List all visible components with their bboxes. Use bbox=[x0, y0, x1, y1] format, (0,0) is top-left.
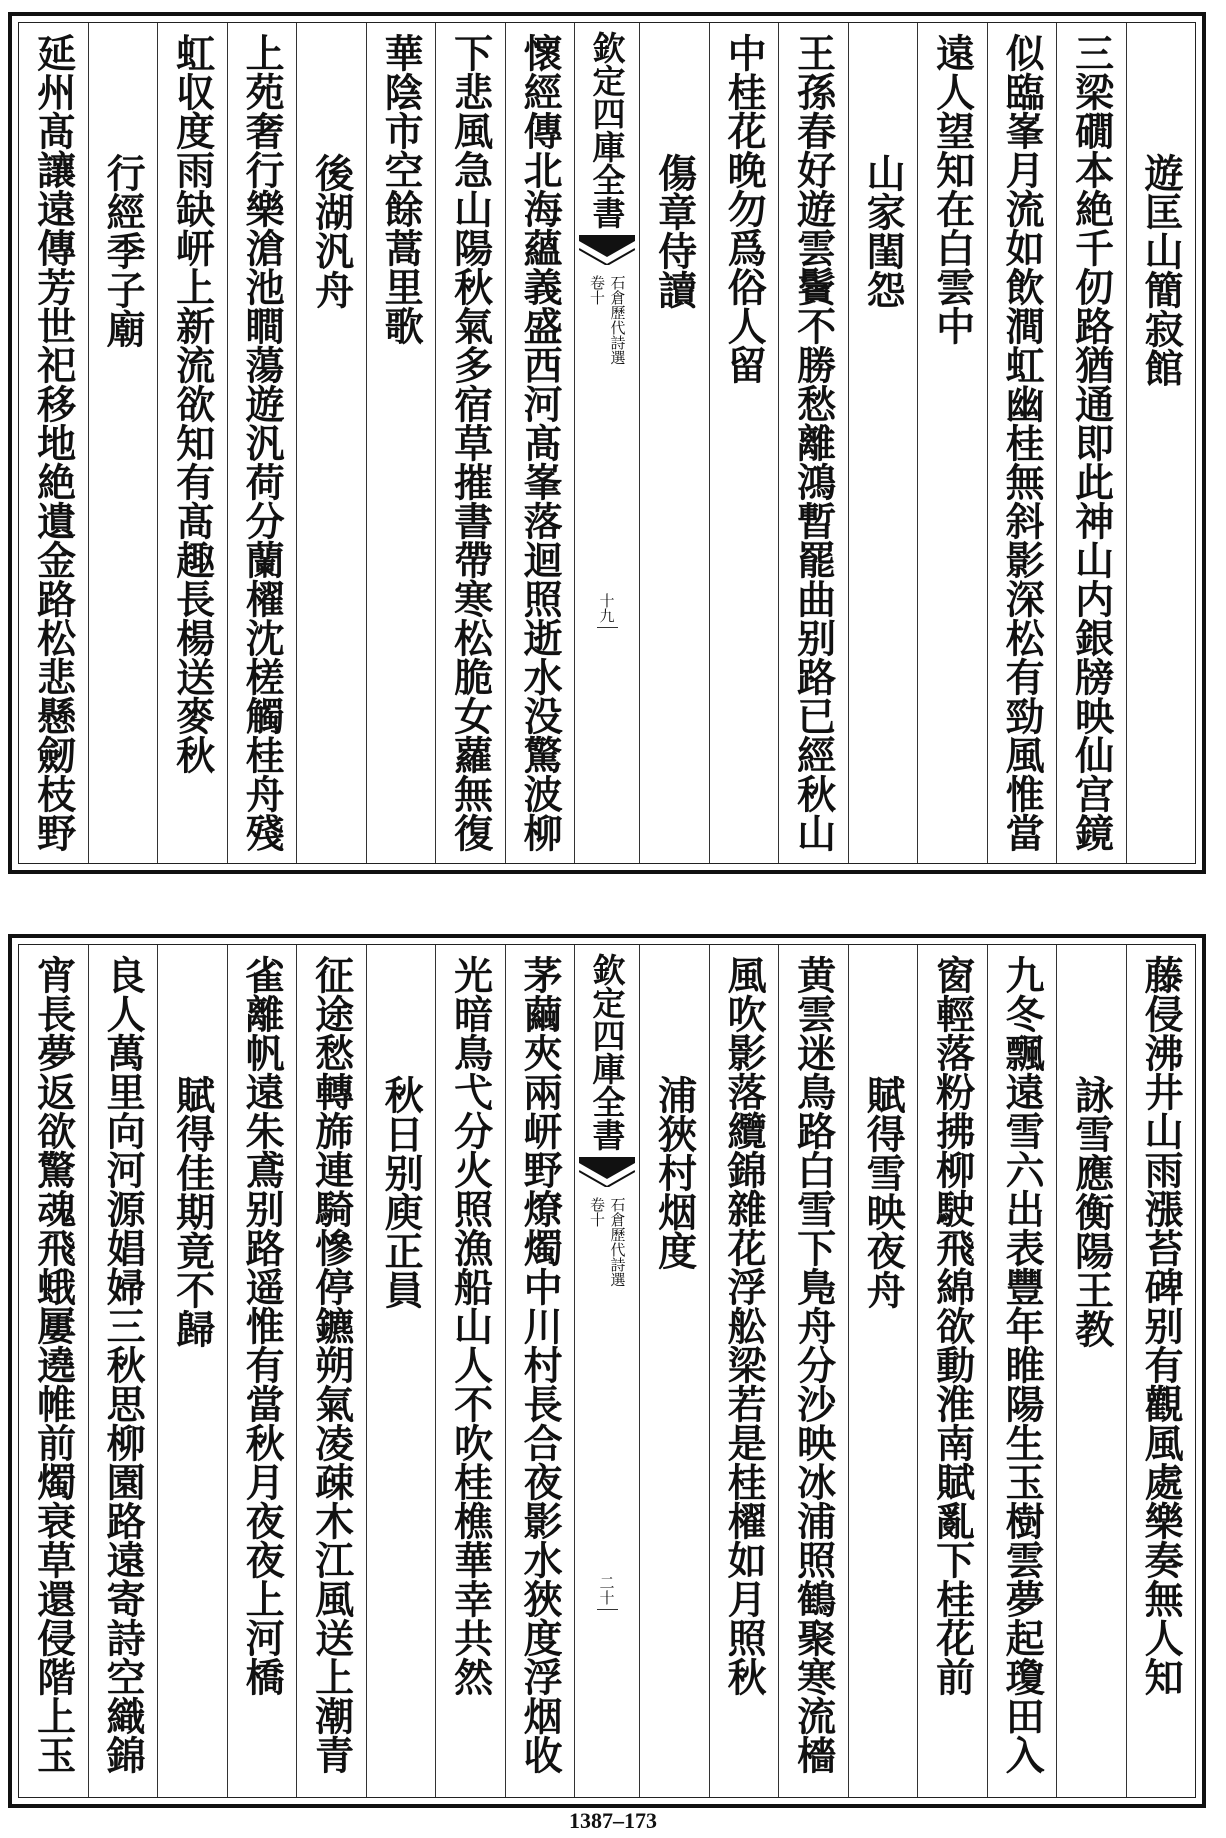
text-column bbox=[1056, 23, 1126, 863]
column-text: 上苑奢行樂滄池瞷蕩遊汎荷分蘭櫂沈槎觸桂舟殘 bbox=[239, 33, 286, 852]
center-spine bbox=[574, 945, 639, 1797]
text-column bbox=[505, 945, 575, 1797]
text-frame bbox=[18, 22, 1196, 864]
spine-subtitle bbox=[589, 1197, 626, 1287]
text-column bbox=[505, 23, 575, 863]
column-text: 後湖汎舟 bbox=[308, 153, 355, 309]
column-text: 懷經傳北海蘊義盛西河髙峯落迴照逝水没驚波柳 bbox=[517, 33, 564, 852]
text-column bbox=[917, 23, 987, 863]
text-column bbox=[639, 945, 709, 1797]
fish-tail-mark-icon bbox=[579, 1157, 635, 1187]
column-text: 遊匡山簡寂館 bbox=[1138, 153, 1185, 387]
text-column bbox=[1126, 23, 1196, 863]
column-text: 傷章侍讀 bbox=[651, 153, 698, 309]
text-column bbox=[778, 945, 848, 1797]
column-text: 賦得雪映夜舟 bbox=[860, 1075, 907, 1309]
text-frame bbox=[18, 944, 1196, 1798]
text-column bbox=[639, 23, 709, 863]
text-column bbox=[435, 945, 505, 1797]
column-text: 宵長夢返欲驚魂飛蛾屢遶帷前燭衰草還侵階上玉 bbox=[30, 955, 77, 1774]
column-text: 九冬飄遠雪六出表豐年睢陽生玉樹雲夢起瓊田入 bbox=[999, 955, 1046, 1774]
text-column bbox=[227, 945, 297, 1797]
text-column bbox=[19, 945, 88, 1797]
text-column bbox=[987, 945, 1057, 1797]
text-column bbox=[848, 23, 918, 863]
center-spine bbox=[574, 23, 639, 863]
column-text: 行經季子廟 bbox=[100, 153, 147, 348]
column-text: 茅繭夾兩岍野燎燭中川村長合夜影水狹度浮烟收 bbox=[517, 955, 564, 1774]
book-title: 欽定四庫全書 bbox=[587, 31, 627, 229]
column-text: 遠人望知在白雲中 bbox=[929, 33, 976, 345]
column-text: 窗輕落粉拂柳駛飛綿欲動淮南賦亂下桂花前 bbox=[929, 955, 976, 1696]
folio-number: 二十 bbox=[597, 1575, 618, 1610]
column-text: 良人萬里向河源娼婦三秋思柳園路遠寄詩空織錦 bbox=[100, 955, 147, 1774]
column-text: 浦狹村烟度 bbox=[651, 1075, 698, 1270]
column-text: 山家閨怨 bbox=[860, 153, 907, 309]
text-column bbox=[227, 23, 297, 863]
text-column bbox=[1126, 945, 1196, 1797]
column-text: 光暗鳥弋分火照漁船山人不吹桂樵華幸共然 bbox=[447, 955, 494, 1696]
column-text: 秋日别庾正員 bbox=[378, 1075, 425, 1309]
column-text: 下悲風急山陽秋氣多宿草摧書帶寒松脆女蘿無復 bbox=[447, 33, 494, 852]
text-column bbox=[296, 945, 366, 1797]
column-text: 風吹影落纜錦雜花浮舩梁若是桂櫂如月照秋 bbox=[721, 955, 768, 1696]
column-text: 賦得佳期竟不歸 bbox=[169, 1075, 216, 1348]
column-text: 雀離帆遠朱鳶别路遥惟有當秋月夜夜上河橋 bbox=[239, 955, 286, 1696]
page-panel-top bbox=[8, 12, 1206, 874]
collection-title: 石倉歷代詩選 bbox=[608, 275, 627, 365]
text-column bbox=[366, 945, 436, 1797]
column-text: 藤侵沸井山雨漲苔碑别有觀風處樂奏無人知 bbox=[1138, 955, 1185, 1696]
volume-label: 卷十 bbox=[588, 275, 606, 305]
column-text: 三梁礀本絶千仞路猶通即此神山内銀牓映仙宫鏡 bbox=[1068, 33, 1115, 852]
volume-label: 卷十 bbox=[588, 1197, 606, 1227]
folio-number: 十九 bbox=[597, 593, 618, 628]
text-column bbox=[709, 23, 779, 863]
text-column bbox=[917, 945, 987, 1797]
book-title: 欽定四庫全書 bbox=[587, 953, 627, 1151]
column-text: 虹収度雨缺岍上新流欲知有髙趣長楊送麥秋 bbox=[169, 33, 216, 774]
page-number: 1387–173 bbox=[569, 1808, 657, 1833]
fish-tail-mark-icon bbox=[579, 235, 635, 265]
text-column bbox=[435, 23, 505, 863]
text-column bbox=[848, 945, 918, 1797]
column-text: 王孫春好遊雲鬢不勝愁離鴻暫罷曲别路已經秋山 bbox=[790, 33, 837, 852]
page-panel-bottom bbox=[8, 934, 1206, 1808]
collection-title: 石倉歷代詩選 bbox=[608, 1197, 627, 1287]
column-text: 華陰市空餘蒿里歌 bbox=[378, 33, 425, 345]
text-column bbox=[296, 23, 366, 863]
column-text: 黄雲迷鳥路白雪下鳬舟分沙映冰浦照鶴聚寒流檣 bbox=[790, 955, 837, 1774]
spine-subtitle bbox=[589, 275, 626, 365]
text-column bbox=[88, 23, 158, 863]
column-text: 延州髙讓遠傳芳世祀移地絶遺金路松悲懸劒枝野 bbox=[30, 33, 77, 852]
text-column bbox=[157, 945, 227, 1797]
column-text: 似臨峯月流如飲澗虹幽桂無斜影深松有勁風惟當 bbox=[999, 33, 1046, 852]
column-text: 詠雪應衡陽王教 bbox=[1068, 1075, 1115, 1348]
column-text: 征途愁轉旆連騎慘停鑣朔氣凌疎木江風送上潮青 bbox=[308, 955, 355, 1774]
text-column bbox=[157, 23, 227, 863]
text-column bbox=[1056, 945, 1126, 1797]
text-column bbox=[88, 945, 158, 1797]
text-column bbox=[709, 945, 779, 1797]
text-column bbox=[778, 23, 848, 863]
text-column bbox=[366, 23, 436, 863]
text-column bbox=[987, 23, 1057, 863]
text-column bbox=[19, 23, 88, 863]
column-text: 中桂花晚勿爲俗人留 bbox=[721, 33, 768, 384]
